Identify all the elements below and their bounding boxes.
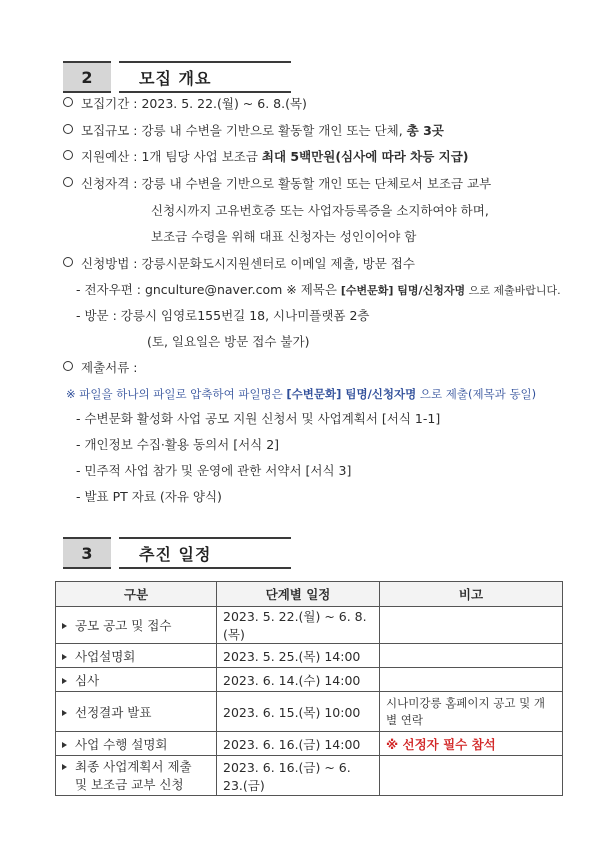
qualification-line-2: 신청시까지 고유번호증 또는 사업자등록증을 소지하여야 하며, [151, 203, 489, 218]
triangle-bullet-icon [62, 654, 67, 660]
section-title: 추진 일정 [119, 537, 291, 569]
email-text: - 전자우편 : gnculture@naver.com ※ 제목은 [76, 282, 341, 297]
support-budget-amount: 최대 5백만원(심사에 따라 차등 지급) [261, 149, 469, 164]
note-cell [380, 607, 563, 644]
triangle-bullet-icon [62, 678, 67, 684]
table-row [56, 607, 563, 644]
circle-bullet-icon [63, 177, 73, 187]
visit-line-2: (토, 일요일은 방문 접수 불가) [147, 334, 310, 349]
period-cell: 2023. 5. 25.(목) 14:00 [217, 644, 380, 668]
email-suffix: 으로 제출바랍니다. [465, 284, 561, 297]
email-subject-format: [수변문화] 팀명/신청자명 [340, 284, 466, 297]
section-3-header [63, 537, 600, 567]
period-cell: 2023. 5. 22.(월) ~ 6. 8.(목) [217, 607, 380, 644]
note-cell: ※ 선정자 필수 참석 [380, 732, 563, 756]
stage-label: 공모 공고 및 접수 [75, 618, 172, 633]
circle-bullet-icon [63, 257, 73, 267]
submission-docs [63, 360, 138, 376]
column-header: 비고 [380, 582, 563, 607]
qualification-text-1: 신청자격 : 강릉 내 수변을 기반으로 활동할 개인 또는 단체로서 보조금 교부 [81, 176, 492, 191]
visit-line-1: - 방문 : 강릉시 임영로155번길 18, 시나미플랫폼 2층 [76, 308, 370, 323]
period-cell: 2023. 6. 14.(수) 14:00 [217, 668, 380, 692]
triangle-bullet-icon [62, 742, 67, 748]
column-header: 단계별 일정 [217, 582, 380, 607]
table-row [56, 644, 563, 668]
stage-cell [56, 668, 217, 692]
period-cell: 2023. 6. 16.(금) ~ 6. 23.(금) [217, 756, 380, 796]
doc-item-4: - 발표 PT 자료 (자유 양식) [76, 489, 222, 504]
stage-cell [56, 756, 217, 796]
file-note-text: ※ 파일을 하나의 파일로 압축하여 파일명은 [66, 387, 287, 401]
stage-label: 선정결과 발표 [75, 704, 152, 720]
note-cell [380, 668, 563, 692]
stage-label: 사업 수행 설명회 [75, 736, 168, 752]
doc-item-2: - 개인정보 수집·활용 동의서 [서식 2] [76, 437, 280, 452]
stage-label: 사업설명회 [75, 648, 136, 664]
table-row [56, 692, 563, 732]
period-cell: 2023. 6. 15.(목) 10:00 [217, 692, 380, 732]
recruit-scale-count: 총 3곳 [406, 123, 444, 138]
recruit-period [63, 96, 307, 112]
note-cell: 시나미강릉 홈페이지 공고 및 개별 연락 [380, 692, 563, 732]
note-cell [380, 756, 563, 796]
recruit-scale [63, 123, 444, 139]
doc-item-3: - 민주적 사업 참가 및 운영에 관한 서약서 [서식 3] [76, 463, 352, 478]
schedule-table [55, 581, 563, 796]
triangle-bullet-icon [62, 710, 67, 716]
section-number: 3 [63, 537, 111, 569]
qualification-line-3: 보조금 수령을 위해 대표 신청자는 성인이어야 함 [151, 229, 417, 244]
column-header: 구분 [56, 582, 217, 607]
section-number: 2 [63, 61, 111, 93]
stage-cell [56, 644, 217, 668]
stage-label: 심사 [75, 672, 100, 688]
circle-bullet-icon [63, 361, 73, 371]
doc-item-1: - 수변문화 활성화 사업 공모 지원 신청서 및 사업계획서 [서식 1-1] [76, 411, 441, 426]
email-line [76, 282, 561, 299]
table-row [56, 732, 563, 756]
section-title: 모집 개요 [119, 61, 291, 93]
table-header-row [56, 582, 563, 607]
qualification-line-1 [63, 176, 491, 192]
note-cell [380, 644, 563, 668]
file-naming-note [66, 386, 536, 402]
file-note-format: [수변문화] 팀명/신청자명 [286, 387, 417, 401]
triangle-bullet-icon [62, 764, 67, 770]
file-note-suffix: 으로 제출(제목과 동일) [416, 387, 537, 401]
table-row [56, 756, 563, 796]
stage-cell [56, 692, 217, 732]
submission-docs-label: 제출서류 : [81, 360, 138, 375]
triangle-bullet-icon [62, 623, 67, 629]
support-budget [63, 149, 469, 165]
support-budget-text: 지원예산 : 1개 팀당 사업 보조금 [81, 149, 262, 164]
recruit-scale-text: 모집규모 : 강릉 내 수변을 기반으로 활동할 개인 또는 단체, [81, 123, 407, 138]
circle-bullet-icon [63, 150, 73, 160]
application-method-text: 신청방법 : 강릉시문화도시지원센터로 이메일 제출, 방문 접수 [81, 256, 415, 271]
circle-bullet-icon [63, 124, 73, 134]
recruit-period-text: 모집기간 : 2023. 5. 22.(월) ~ 6. 8.(목) [81, 96, 307, 111]
section-2-header [63, 61, 600, 91]
stage-label: 최종 사업계획서 제출 및 보조금 교부 신청 [75, 758, 192, 792]
stage-cell [56, 607, 217, 644]
application-method [63, 256, 415, 272]
circle-bullet-icon [63, 97, 73, 107]
stage-cell [56, 732, 217, 756]
period-cell: 2023. 6. 16.(금) 14:00 [217, 732, 380, 756]
table-row [56, 668, 563, 692]
